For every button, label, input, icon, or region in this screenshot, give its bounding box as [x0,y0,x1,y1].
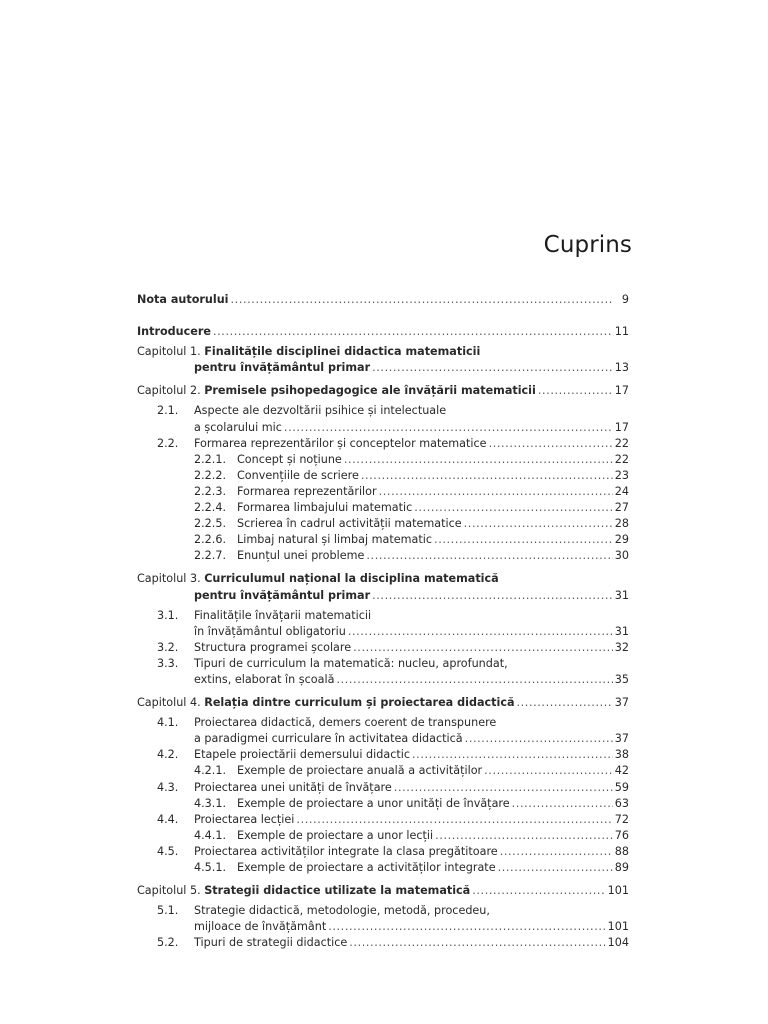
toc-page-number: 32 [614,640,629,654]
toc-page-number: 30 [614,549,629,563]
toc-entry-title: Premisele psihopedagogice ale învățării matematicii [204,384,536,398]
toc-page-number: 76 [614,828,629,842]
leader-dots [414,500,613,516]
toc-section-2-1-cont[interactable] [137,420,629,436]
toc-page-number: 17 [614,384,629,398]
leader-dots [472,883,605,899]
section-title: Proiectarea activităților integrate la clasa pregătitoare [194,844,498,858]
leader-dots [512,796,613,812]
toc-chapter-2[interactable] [137,383,629,399]
section-number: 4.2. [157,748,179,762]
toc-subsection-4-4-1[interactable] [137,828,629,844]
toc-section-3-2[interactable] [137,640,629,656]
toc-chapter-3-cont[interactable] [137,588,629,604]
toc-page-number: 24 [614,484,629,498]
subsection-title: Enunțul unei probleme [237,549,365,563]
subsection-title: Limbaj natural și limbaj matematic [237,533,433,547]
leader-dots [328,919,605,935]
toc-page-number: 29 [614,533,629,547]
subsection-number: 2.2.5. [194,517,227,531]
leader-dots [435,828,613,844]
toc-page-number: 13 [614,361,629,375]
leader-dots [296,812,612,828]
subsection-number: 2.2.7. [194,549,227,563]
leader-dots [379,484,613,500]
toc-page-number: 42 [614,764,629,778]
subsection-title: Exemple de proiectare anuală a activităților [237,764,483,778]
subsection-number: 2.2.6. [194,533,227,547]
toc-section-4-1-cont[interactable] [137,731,629,747]
toc-chapter-3[interactable] [137,571,629,587]
toc-page-number: 22 [614,436,629,450]
toc-chapter-4[interactable] [137,695,629,711]
subsection-number: 4.2.1. [194,764,227,778]
section-title: Proiectarea unei unități de învățare [194,780,392,794]
toc-subsection-2-2-1[interactable] [137,452,629,468]
toc-section-4-5[interactable] [137,844,629,860]
leader-dots [231,292,613,308]
section-title-cont: a paradigmei curriculare în activitatea didactică [194,732,463,746]
section-title: Formarea reprezentărilor și conceptelor matematice [194,436,487,450]
toc-page-number: 72 [614,812,629,826]
toc-chapter-5[interactable] [137,883,629,899]
leader-dots [353,640,613,656]
toc-page-number: 88 [614,844,629,858]
toc-page-number: 59 [614,780,629,794]
toc-subsection-4-5-1[interactable] [137,860,629,876]
toc-entry-nota[interactable] [137,292,629,308]
section-title: Tipuri de strategii didactice [194,936,348,950]
subsection-number: 4.5.1. [194,861,227,874]
toc-page-number: 89 [614,861,629,874]
toc-entry-title: Curriculumul național la disciplina matematică [204,572,499,586]
subsection-number: 2.2.2. [194,468,227,482]
toc-section-4-4[interactable] [137,812,629,828]
toc-page-number: 63 [614,796,629,810]
toc-entry-title: Strategii didactice utilizate la matematică [204,884,471,898]
chapter-prefix: Capitolul 2. [137,384,201,398]
section-title-cont: în învățământul obligatoriu [194,624,346,638]
toc-subsection-2-2-4[interactable] [137,500,629,516]
leader-dots [349,935,605,951]
leader-dots [366,548,612,564]
section-number: 4.3. [157,780,179,794]
subsection-title: Exemple de proiectare a activităților integrate [237,861,496,874]
toc-entry-title-cont: pentru învățământul primar [194,361,371,375]
table-of-contents [137,292,629,951]
section-title: Aspecte ale dezvoltării psihice și intelectuale [194,404,447,418]
subsection-title: Concept și noțiune [237,452,342,466]
section-number: 5.2. [157,936,179,950]
toc-section-4-3[interactable] [137,780,629,796]
subsection-title: Formarea limbajului matematic [237,501,413,515]
section-title-cont: extins, elaborat în școală [194,672,335,686]
subsection-number: 4.3.1. [194,796,227,810]
toc-chapter-1[interactable] [137,344,629,360]
leader-dots [336,672,612,688]
toc-page-number: 27 [614,501,629,515]
leader-dots [500,844,613,860]
leader-dots [538,383,613,399]
toc-entry-title: Introducere [137,325,211,339]
section-number: 4.1. [157,716,179,730]
leader-dots [489,436,613,452]
toc-section-2-2[interactable] [137,436,629,452]
page-title: Cuprins [543,232,632,258]
chapter-prefix: Capitolul 3. [137,572,201,586]
toc-page-number: 101 [607,884,629,898]
subsection-number: 2.2.4. [194,501,227,515]
toc-page-number: 31 [614,588,629,602]
leader-dots [517,695,613,711]
section-number: 4.4. [157,812,179,826]
section-title: Proiectarea lecției [194,812,295,826]
toc-entry-title: Nota autorului [137,293,229,306]
section-number: 3.2. [157,640,179,654]
subsection-title: Exemple de proiectare a unor unități de învățare [237,796,510,810]
leader-dots [412,747,613,763]
toc-section-5-1-cont[interactable] [137,919,629,935]
leader-dots [372,588,613,604]
toc-section-3-1-cont[interactable] [137,624,629,640]
toc-subsection-2-2-3[interactable] [137,484,629,500]
toc-section-5-2[interactable] [137,935,629,951]
chapter-prefix: Capitolul 4. [137,696,201,710]
toc-section-4-1[interactable] [137,715,629,731]
leader-dots [348,624,613,640]
toc-subsection-4-3-1[interactable] [137,796,629,812]
section-title: Strategie didactică, metodologie, metodă, procedeu, [194,904,490,918]
toc-entry-title: Relația dintre curriculum și proiectarea didactică [204,696,515,710]
section-number: 5.1. [157,904,179,918]
section-title: Tipuri de curriculum la matematică: nucleu, aprofundat, [194,656,508,670]
toc-section-3-3-cont[interactable] [137,672,629,688]
section-number: 4.5. [157,844,179,858]
toc-page-number: 23 [614,468,629,482]
leader-dots [213,324,613,340]
subsection-number: 2.2.1. [194,452,227,466]
toc-subsection-2-2-5[interactable] [137,516,629,532]
toc-page-number: 37 [614,732,629,746]
subsection-title: Scrierea în cadrul activității matematice [237,517,462,531]
section-number: 3.3. [157,656,179,670]
subsection-title: Exemple de proiectare a unor lecții [237,828,434,842]
toc-section-3-3[interactable] [137,656,629,672]
section-title-cont: mijloace de învățământ [194,920,327,934]
toc-page-number: 104 [607,936,629,950]
section-number: 2.2. [157,436,179,450]
leader-dots [498,860,613,876]
leader-dots [344,452,613,468]
leader-dots [434,532,613,548]
toc-chapter-1-cont[interactable] [137,360,629,376]
leader-dots [464,516,613,532]
toc-subsection-2-2-6[interactable] [137,532,629,548]
leader-dots [372,360,613,376]
toc-entry-title: Finalitățile disciplinei didactica matematicii [204,345,481,359]
subsection-number: 4.4.1. [194,828,227,842]
leader-dots [361,468,613,484]
chapter-prefix: Capitolul 1. [137,345,201,359]
toc-section-2-1[interactable] [137,403,629,419]
leader-dots [284,420,613,436]
leader-dots [394,780,613,796]
toc-entry-title-cont: pentru învățământul primar [194,588,371,602]
chapter-prefix: Capitolul 5. [137,884,201,898]
toc-page-number: 28 [614,517,629,531]
section-number: 3.1. [157,608,179,622]
toc-page-number: 35 [614,672,629,686]
leader-dots [484,763,613,779]
section-title: Finalitățile învățarii matematicii [194,608,372,622]
toc-subsection-2-2-7[interactable] [137,548,629,564]
toc-subsection-2-2-2[interactable] [137,468,629,484]
section-number: 2.1. [157,404,179,418]
toc-page-number: 9 [621,293,629,306]
section-title: Etapele proiectării demersului didactic [194,748,411,762]
toc-page-number: 22 [614,452,629,466]
toc-subsection-4-2-1[interactable] [137,763,629,779]
toc-page-number: 101 [607,920,629,934]
toc-page-number: 38 [614,748,629,762]
toc-page-number: 11 [614,325,629,339]
toc-page-number: 31 [614,624,629,638]
subsection-title: Formarea reprezentărilor [237,484,377,498]
toc-page-number: 17 [614,420,629,434]
toc-section-5-1[interactable] [137,903,629,919]
toc-section-4-2[interactable] [137,747,629,763]
leader-dots [465,731,613,747]
section-title-cont: a școlarului mic [194,420,282,434]
toc-section-3-1[interactable] [137,608,629,624]
toc-entry-introducere[interactable] [137,324,629,340]
section-title: Proiectarea didactică, demers coerent de transpunere [194,716,497,730]
subsection-number: 2.2.3. [194,484,227,498]
toc-page-number: 37 [614,696,629,710]
subsection-title: Convențiile de scriere [237,468,359,482]
section-title: Structura programei școlare [194,640,352,654]
